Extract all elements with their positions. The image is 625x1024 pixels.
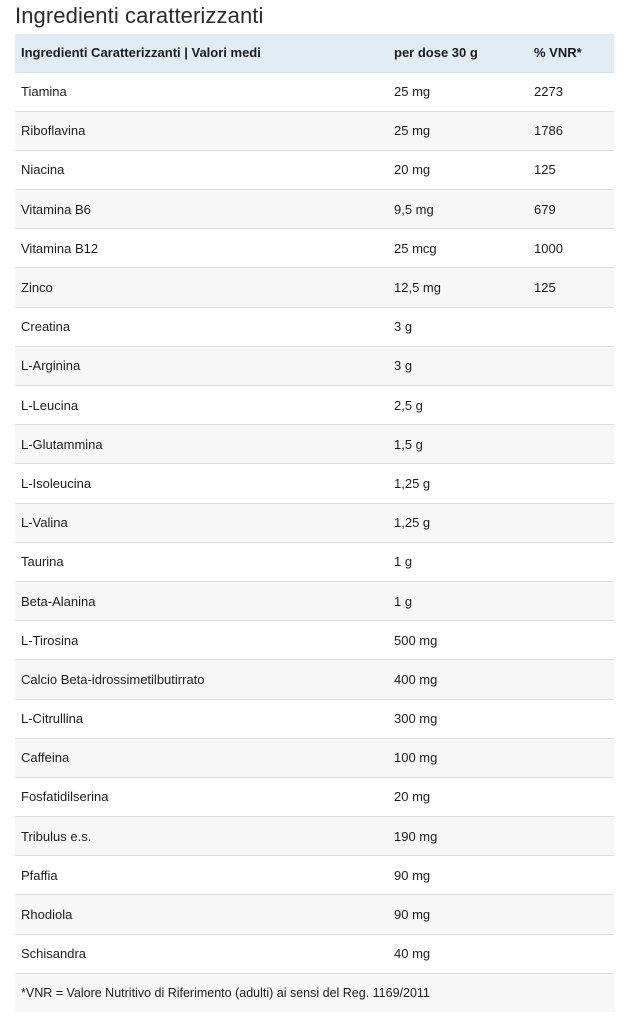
dose-amount: 12,5 mg (394, 280, 441, 296)
vnr-percent: 1000 (534, 240, 563, 256)
ingredient-name: Riboflavina (21, 123, 86, 139)
table-row (15, 581, 614, 620)
vnr-percent (528, 307, 614, 346)
table-row (15, 111, 614, 150)
ingredient-name: L-Valina (21, 515, 68, 531)
table-row (15, 307, 614, 346)
ingredient-name: Niacina (21, 162, 65, 178)
vnr-percent (528, 503, 614, 542)
dose-amount: 500 mg (394, 632, 438, 648)
ingredient-name: Pfaffia (21, 867, 58, 883)
ingredient-name: Beta-Alanina (21, 593, 96, 609)
dose-amount: 400 mg (394, 671, 438, 687)
vnr-percent: 2273 (534, 84, 563, 100)
ingredient-name: Rhodiola (21, 907, 73, 923)
vnr-percent (528, 934, 614, 973)
ingredient-name: Vitamina B6 (21, 201, 91, 217)
table-row (15, 817, 614, 856)
dose-amount: 300 mg (394, 711, 438, 727)
table-row (15, 856, 614, 895)
dose-amount: 1,25 g (394, 475, 431, 491)
table-row (15, 150, 614, 189)
dose-amount: 40 mg (394, 946, 431, 962)
table-row (15, 425, 614, 464)
vnr-percent (528, 660, 614, 699)
vnr-percent (528, 386, 614, 425)
vnr-percent (528, 581, 614, 620)
vnr-percent: 125 (534, 280, 556, 296)
ingredient-name: Vitamina B12 (21, 240, 99, 256)
table-row (15, 699, 614, 738)
ingredient-name: Fosfatidilserina (21, 789, 109, 805)
ingredient-name: L-Isoleucina (21, 475, 92, 491)
table-row (15, 268, 614, 307)
ingredient-name: Caffeina (21, 750, 70, 766)
dose-amount: 25 mcg (394, 240, 437, 256)
table-row (15, 190, 614, 229)
ingredient-name: Creatina (21, 319, 71, 335)
table-row (15, 777, 614, 816)
ingredient-name: L-Glutammina (21, 436, 103, 452)
nutrition-table (15, 34, 614, 1012)
vnr-percent: 679 (534, 201, 556, 217)
table-row (15, 503, 614, 542)
table-row (15, 738, 614, 777)
vnr-percent (528, 856, 614, 895)
vnr-percent (528, 621, 614, 660)
vnr-percent (528, 699, 614, 738)
dose-amount: 25 mg (394, 123, 431, 139)
vnr-percent (528, 895, 614, 934)
dose-amount: 100 mg (394, 750, 438, 766)
header-per-dose: per dose 30 g (394, 45, 478, 61)
table-row (15, 934, 614, 973)
ingredient-name: Zinco (21, 280, 53, 296)
dose-amount: 1,25 g (394, 515, 431, 531)
table-row (15, 346, 614, 385)
dose-amount: 90 mg (394, 907, 431, 923)
page-title: Ingredienti caratterizzanti (15, 3, 264, 28)
ingredient-name: Tribulus e.s. (21, 828, 92, 844)
footnote-row (15, 973, 614, 1012)
table-row (15, 895, 614, 934)
ingredient-name: L-Citrullina (21, 711, 84, 727)
table-row (15, 229, 614, 268)
vnr-percent (528, 542, 614, 581)
dose-amount: 1,5 g (394, 436, 423, 452)
table-row (15, 660, 614, 699)
table-row (15, 386, 614, 425)
vnr-percent (528, 464, 614, 503)
ingredient-name: Schisandra (21, 946, 87, 962)
dose-amount: 20 mg (394, 789, 431, 805)
vnr-percent: 125 (534, 162, 556, 178)
footnote: *VNR = Valore Nutritivo di Riferimento (adulti) ai sensi del Reg. 1169/2011 (21, 986, 430, 1001)
dose-amount: 90 mg (394, 867, 431, 883)
vnr-percent (528, 777, 614, 816)
table-row (15, 621, 614, 660)
ingredient-name: Tiamina (21, 84, 67, 100)
dose-amount: 9,5 mg (394, 201, 434, 217)
vnr-percent (528, 738, 614, 777)
dose-amount: 3 g (394, 319, 413, 335)
dose-amount: 3 g (394, 358, 413, 374)
ingredient-name: L-Leucina (21, 397, 79, 413)
nutrition-table-container (15, 34, 614, 1012)
vnr-percent: 1786 (534, 123, 563, 139)
header-ingredient: Ingredienti Caratterizzanti | Valori medi (21, 45, 261, 61)
table-body (15, 72, 614, 973)
dose-amount: 25 mg (394, 84, 431, 100)
ingredient-name: Taurina (21, 554, 64, 570)
ingredient-name: L-Arginina (21, 358, 81, 374)
dose-amount: 1 g (394, 554, 413, 570)
table-row (15, 72, 614, 111)
dose-amount: 2,5 g (394, 397, 423, 413)
table-header-row (15, 34, 614, 72)
ingredient-name: L-Tirosina (21, 632, 79, 648)
vnr-percent (528, 425, 614, 464)
dose-amount: 1 g (394, 593, 413, 609)
dose-amount: 20 mg (394, 162, 431, 178)
ingredient-name: Calcio Beta-idrossimetilbutirrato (21, 671, 205, 687)
vnr-percent (528, 346, 614, 385)
dose-amount: 190 mg (394, 828, 438, 844)
table-row (15, 464, 614, 503)
table-row (15, 542, 614, 581)
header-vnr: % VNR* (534, 45, 582, 61)
vnr-percent (528, 817, 614, 856)
